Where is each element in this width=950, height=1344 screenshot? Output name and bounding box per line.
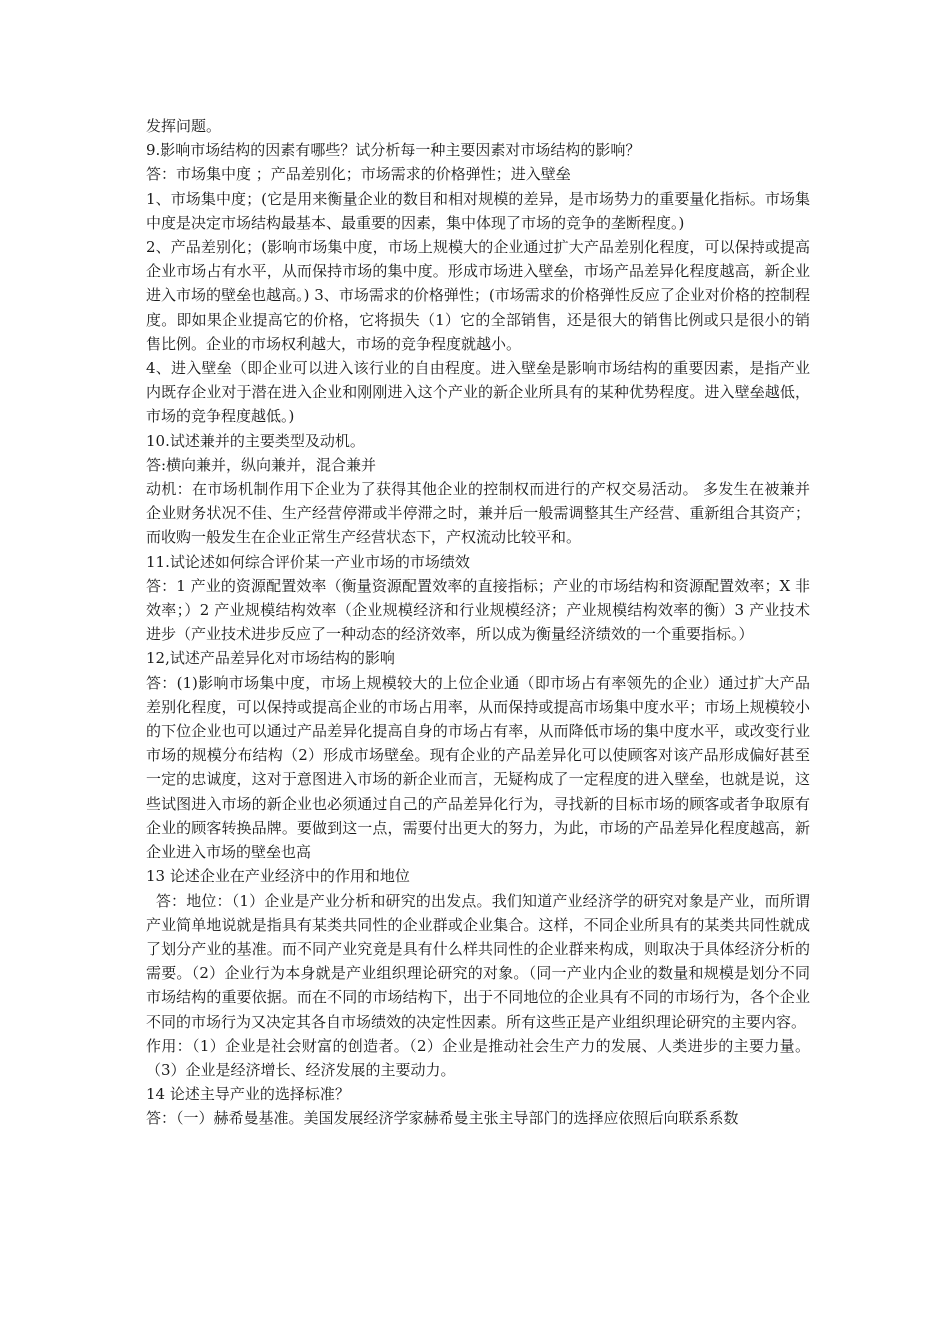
answer-9-point-1: 1、市场集中度；(它是用来衡量企业的数目和相对规模的差异，是市场势力的重要量化指标。市场集中度是决定市场结构最基本、最重要的因素，集中体现了市场的竞争的垄断程度。) (146, 189, 810, 232)
answer-12: 答：(1)影响市场集中度，市场上规模较大的上位企业通（即市场占有率领先的企业）通过扩大产品差别化程度，可以保持或提高企业的市场占用率，从而保持或提高市场集中度水平；市场上规模较小的下位企业也可以通过产品差异化提高自身的市场占有率，从而降低市场的集中度水平，或改变行业市场的规模分布结构（2）形成市场壁垒。现有企业的产品差异化可以使顾客对该产品形成偏好甚至一定的忠诚度，这对于意图进入市场的新企业而言，无疑构成了一定程度的进入壁垒，也就是说，这些试图进入市场的新企业也必须通过自己的产品差异化行为，寻找新的目标市场的顾客或者争取原有企业的顾客转换品牌。要做到这一点，需要付出更大的努力，为此，市场的产品差异化程度越高，新企业进入市场的壁垒也高 (146, 673, 810, 862)
question-10-heading: 10.试述兼并的主要类型及动机。 (146, 431, 365, 450)
answer-13-position: 答：地位：（1）企业是产业分析和研究的出发点。我们知道产业经济学的研究对象是产业，而所谓产业简单地说就是指具有某类共同性的企业群或企业集合。这样，不同企业所具有的某类共同性就成了划分产业的基准。而不同产业究竟是具有什么样共同性的企业群来构成，则取决于具体经济分析的需要。（2）企业行为本身就是产业组织理论研究的对象。（同一产业内企业的数量和规模是划分不同市场结构的重要依据。而在不同的市场结构下，出于不同地位的企业具有不同的市场行为，各个企业不同的市场行为又决定其各自市场绩效的决定性因素。所有这些正是产业组织理论研究的主要内容。 (146, 891, 810, 1031)
answer-14: 答：（一）赫希曼基准。美国发展经济学家赫希曼主张主导部门的选择应依照后向联系系数 (146, 1109, 739, 1128)
question-12-heading: 12,试述产品差异化对市场结构的影响 (146, 649, 395, 668)
answer-9-point-4: 4、进入壁垒（即企业可以进入该行业的自由程度。进入壁垒是影响市场结构的重要因素，是指产业内既存企业对于潜在进入企业和刚刚进入这个产业的新企业所具有的某种优势程度。进入壁垒越低，市场的竞争程度越低。) (146, 359, 810, 426)
question-11-heading: 11.试论述如何综合评价某一产业市场的市场绩效 (146, 552, 470, 571)
answer-11: 答：1 产业的资源配置效率（衡量资源配置效率的直接指标；产业的市场结构和资源配置效率；X 非效率；）2 产业规模结构效率（企业规模经济和行业规模经济；产业规模结构效率的衡）3 产业技术进步（产业技术进步反应了一种动态的经济效率，所以成为衡量经济绩效的一个重要指标。） (146, 576, 810, 644)
answer-10-types: 答:横向兼并，纵向兼并，混合兼并 (146, 455, 377, 474)
answer-13-role: 作用：（1）企业是社会财富的创造者。（2）企业是推动社会生产力的发展、人类进步的主要力量。（3）企业是经济增长、经济发展的主要动力。 (146, 1036, 810, 1079)
document-page (146, 114, 810, 1131)
answer-10-motive: 动机：在市场机制作用下企业为了获得其他企业的控制权而进行的产权交易活动。 多发生在被兼并企业财务状况不佳、生产经营停滞或半停滞之时，兼并后一般需调整其生产经营、重新组合其资产；而收购一般发生在企业正常生产经营状态下，产权流动比较平和。 (146, 480, 810, 547)
question-9-heading: 9.影响市场结构的因素有哪些？试分析每一种主要因素对市场结构的影响？ (146, 141, 641, 160)
question-14-heading: 14 论述主导产业的选择标准？ (146, 1085, 350, 1104)
paragraph-0: 发挥问题。 (146, 117, 222, 135)
question-13-heading: 13 论述企业在产业经济中的作用和地位 (146, 867, 410, 886)
answer-9-point-2-3: 2、产品差别化；(影响市场集中度，市场上规模大的企业通过扩大产品差别化程度，可以保持或提高企业市场占有水平，从而保持市场的集中度。形成市场进入壁垒，市场产品差异化程度越高，新企业进入市场的壁垒也越高。) 3、市场需求的价格弹性；(市场需求的价格弹性反应了企业对价格的控制程度。即如果企业提高它的价格，它将损失（1）它的全部销售，还是很大的销售比例或只是很小的销售比例。企业的市场权利越大，市场的竞争程度就越小。 (146, 238, 810, 353)
answer-9-summary: 答：市场集中度 ；产品差别化；市场需求的价格弹性；进入壁垒 (146, 165, 571, 184)
